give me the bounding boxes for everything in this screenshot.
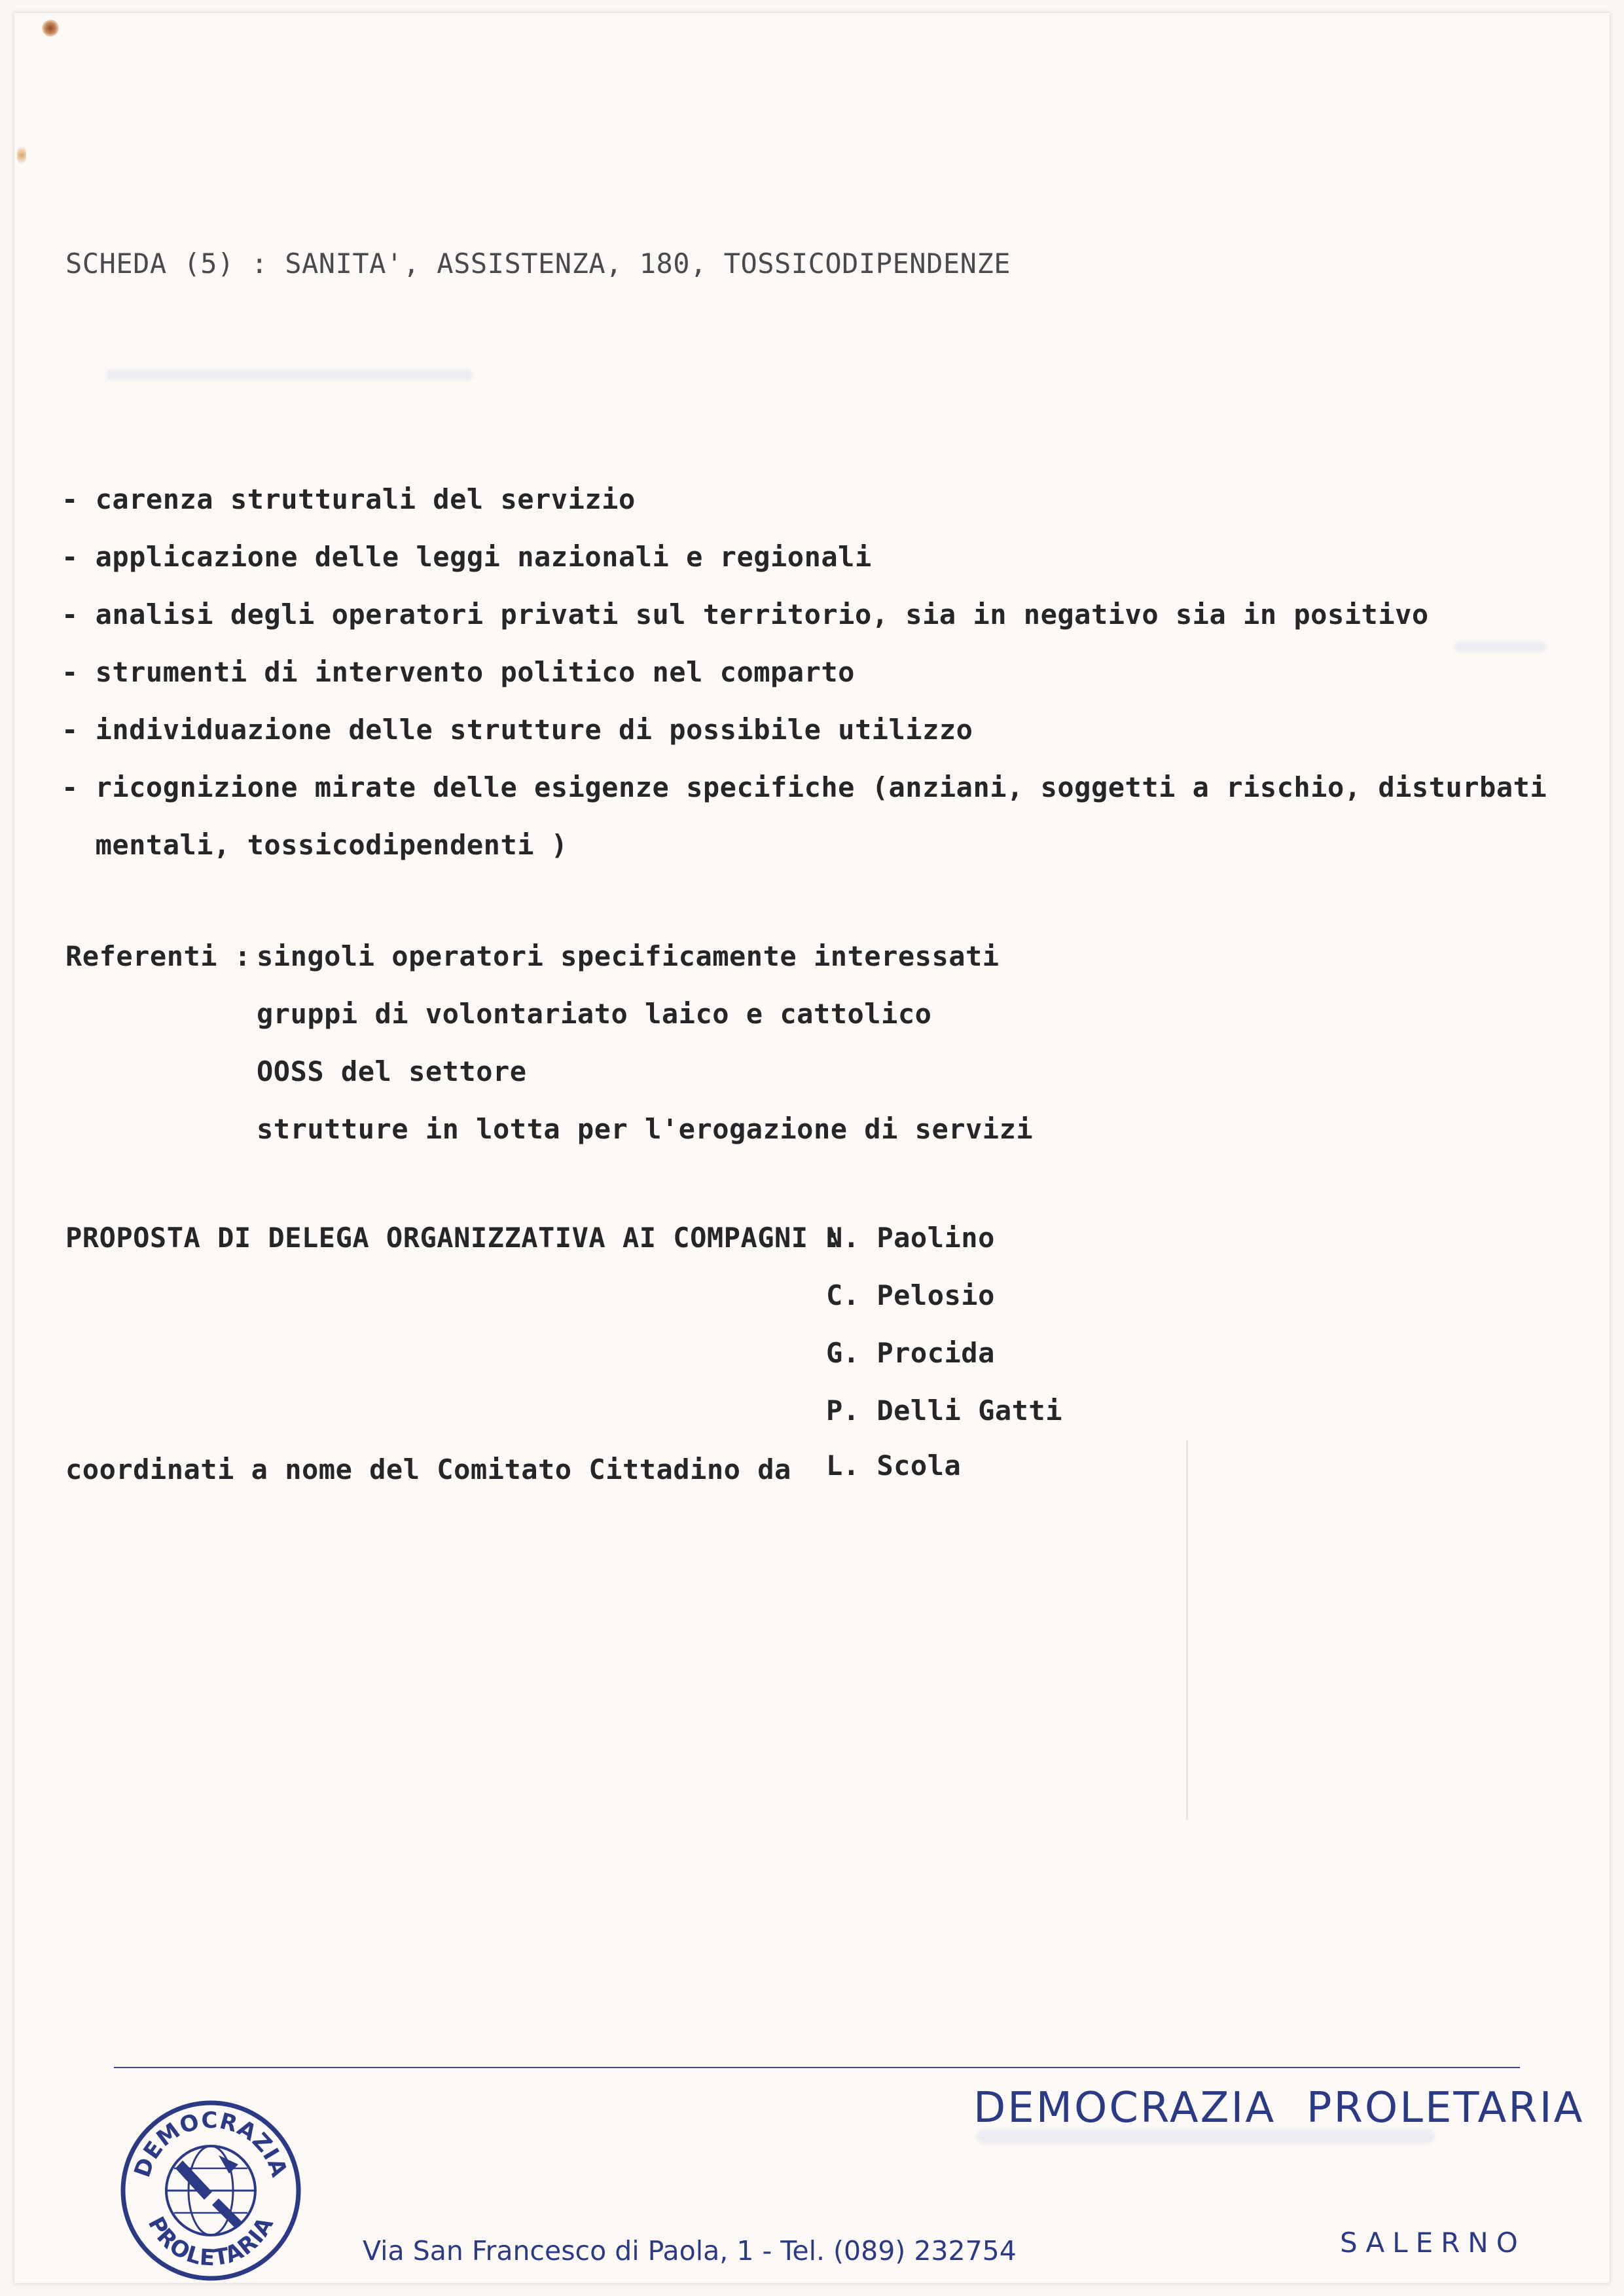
list-item: - carenza strutturali del servizio xyxy=(62,483,636,515)
coordinator-name: L. Scola xyxy=(826,1449,962,1482)
referent-item: OOSS del settore xyxy=(257,1055,527,1087)
delegate-name: G. Procida xyxy=(826,1337,995,1369)
document-page xyxy=(14,13,1610,2283)
list-item: - strumenti di intervento politico nel comparto xyxy=(62,656,855,688)
paper-smudge xyxy=(1454,642,1546,652)
referent-item: singoli operatori specificamente interessati xyxy=(257,940,1000,972)
list-item: mentali, tossicodipendenti ) xyxy=(62,829,568,861)
rust-stain xyxy=(42,20,59,37)
paper-fold-line xyxy=(1186,1440,1188,1820)
rust-stain-small xyxy=(17,144,26,166)
svg-text:PROLETARIA: PROLETARIA xyxy=(142,2212,280,2272)
paper-smudge xyxy=(106,370,473,380)
organization-city: SALERNO xyxy=(1340,2227,1526,2259)
delegate-name: C. Pelosio xyxy=(826,1279,995,1311)
svg-text:DEMOCRAZIA: DEMOCRAZIA xyxy=(129,2107,293,2181)
delegation-label: PROPOSTA DI DELEGA ORGANIZZATIVA AI COMPAGNI : xyxy=(65,1222,842,1254)
list-item: - applicazione delle leggi nazionali e regionali xyxy=(62,541,872,573)
letterhead-rule xyxy=(114,2067,1520,2068)
coordinator-label: coordinati a nome del Comitato Cittadino da xyxy=(65,1453,791,1485)
organization-name: DEMOCRAZIA PROLETARIA xyxy=(973,2084,1585,2132)
organization-logo xyxy=(120,2100,301,2281)
referent-item: gruppi di volontariato laico e cattolico xyxy=(257,998,932,1030)
list-item: - individuazione delle strutture di possibile utilizzo xyxy=(62,714,973,746)
list-item: - analisi degli operatori privati sul territorio, sia in negativo sia in positivo xyxy=(62,598,1429,630)
referent-item: strutture in lotta per l'erogazione di servizi xyxy=(257,1113,1034,1145)
list-item: - ricognizione mirate delle esigenze specifiche (anziani, soggetti a rischio, disturbati xyxy=(62,771,1547,803)
organization-address: Via San Francesco di Paola, 1 - Tel. (089) 232754 xyxy=(363,2235,1017,2267)
delegate-name: P. Delli Gatti xyxy=(826,1394,1063,1427)
document-heading: SCHEDA (5) : SANITA', ASSISTENZA, 180, TOSSICODIPENDENZE xyxy=(65,247,1011,280)
delegate-name: N. Paolino xyxy=(826,1222,995,1254)
referents-label: Referenti : xyxy=(65,940,251,972)
